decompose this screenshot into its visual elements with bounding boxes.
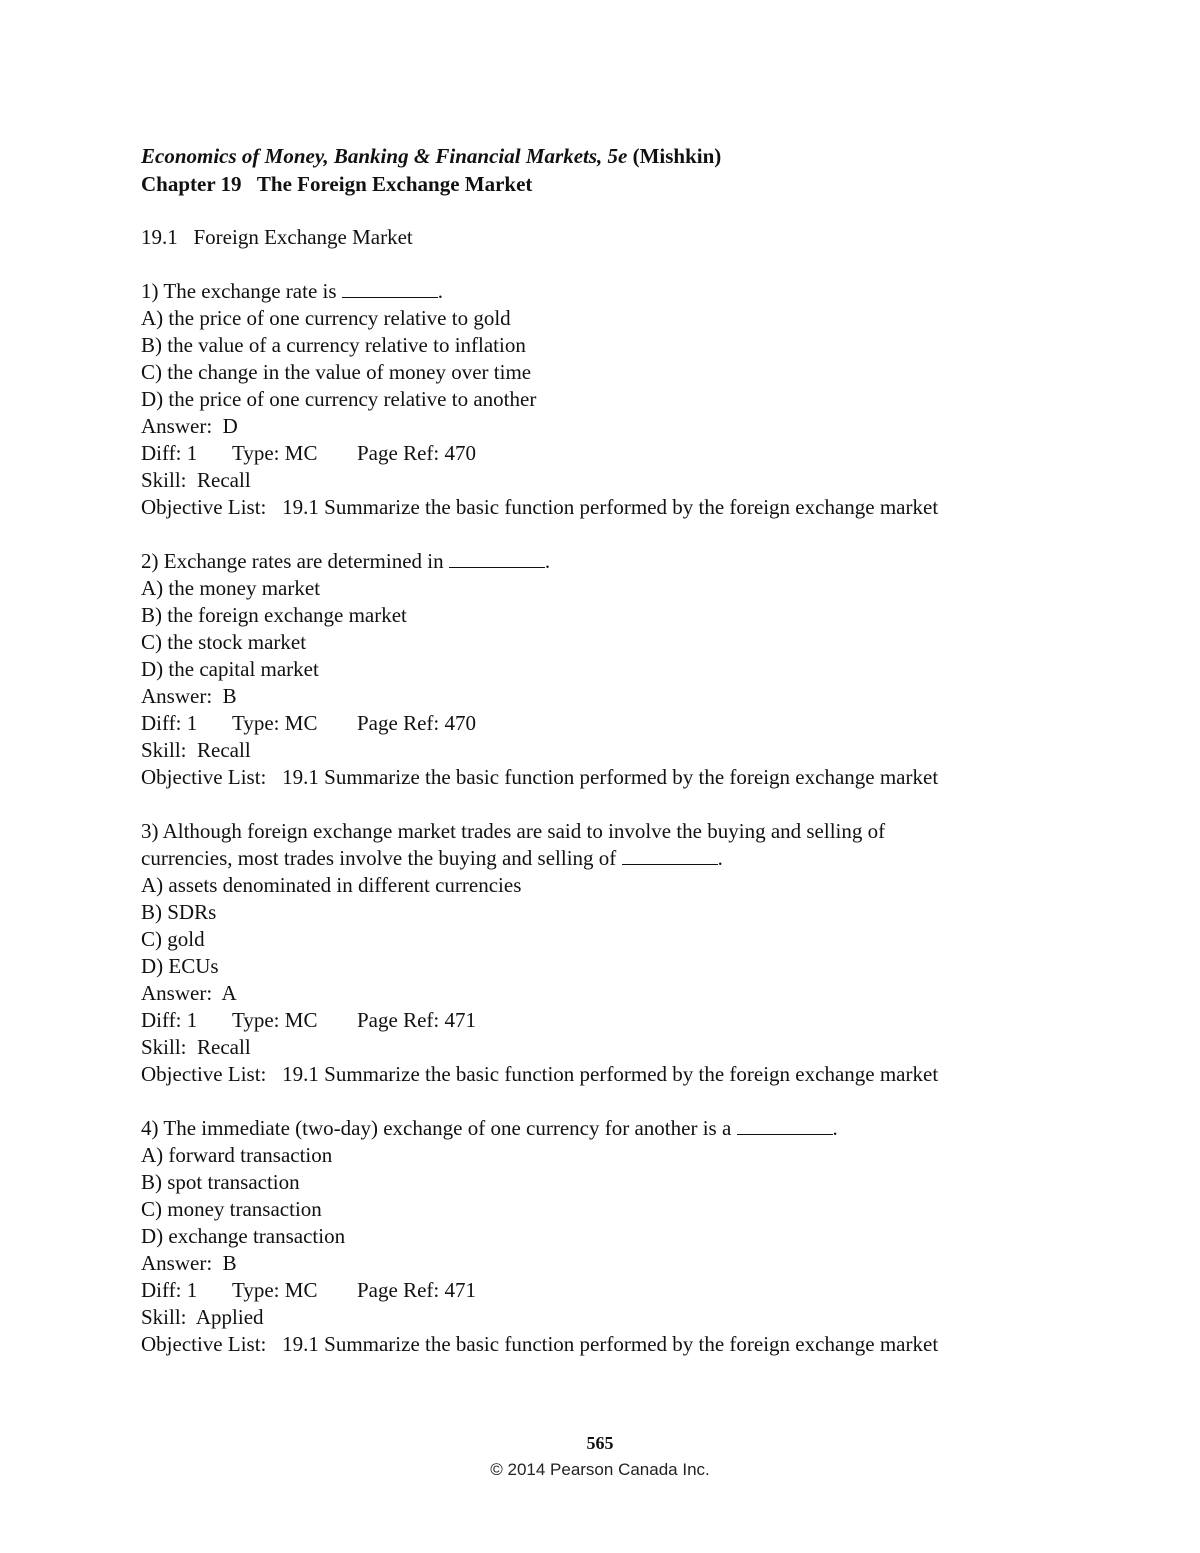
question-type: Type: MC <box>232 1278 318 1302</box>
page-ref: Page Ref: 470 <box>357 711 476 735</box>
answer: Answer: D <box>141 414 238 438</box>
book-title: Economics of Money, Banking & Financial Markets, 5e <box>141 144 628 168</box>
question-meta <box>141 1277 1101 1304</box>
question-4 <box>141 1115 1101 1358</box>
chapter-title: Chapter 19 The Foreign Exchange Market <box>141 172 533 196</box>
question-type: Type: MC <box>232 1008 318 1032</box>
page-ref: Page Ref: 471 <box>357 1008 476 1032</box>
question-2 <box>141 548 1101 791</box>
option-c: C) the stock market <box>141 630 307 654</box>
objective: Objective List: 19.1 Summarize the basic function performed by the foreign exchange market <box>141 765 939 789</box>
objective: Objective List: 19.1 Summarize the basic function performed by the foreign exchange market <box>141 495 939 519</box>
option-b: B) the foreign exchange market <box>141 603 407 627</box>
question-stem: 4) The immediate (two-day) exchange of one currency for another is a . <box>141 1116 838 1140</box>
option-b: B) SDRs <box>141 900 217 924</box>
option-a: A) forward transaction <box>141 1143 333 1167</box>
option-d: D) the price of one currency relative to another <box>141 387 537 411</box>
question-meta <box>141 440 1101 467</box>
question-type: Type: MC <box>232 441 318 465</box>
skill: Skill: Applied <box>141 1305 264 1329</box>
difficulty: Diff: 1 <box>141 1008 198 1032</box>
difficulty: Diff: 1 <box>141 711 198 735</box>
page-ref: Page Ref: 471 <box>357 1278 476 1302</box>
copyright-notice: © 2014 Pearson Canada Inc. <box>490 1460 710 1479</box>
answer-blank <box>622 846 718 865</box>
option-a: A) the price of one currency relative to gold <box>141 306 511 330</box>
book-title-line <box>141 142 1101 170</box>
option-c: C) the change in the value of money over time <box>141 360 532 384</box>
objective: Objective List: 19.1 Summarize the basic function performed by the foreign exchange market <box>141 1062 939 1086</box>
question-meta <box>141 1007 1101 1034</box>
answer: Answer: A <box>141 981 237 1005</box>
question-meta <box>141 710 1101 737</box>
skill: Skill: Recall <box>141 738 251 762</box>
answer-blank <box>342 279 438 298</box>
question-stem: 1) The exchange rate is . <box>141 279 444 303</box>
page-content <box>141 142 1101 1385</box>
difficulty: Diff: 1 <box>141 1278 198 1302</box>
option-c: C) money transaction <box>141 1197 322 1221</box>
difficulty: Diff: 1 <box>141 441 198 465</box>
question-type: Type: MC <box>232 711 318 735</box>
section-heading: 19.1 Foreign Exchange Market <box>141 225 413 249</box>
page-number: 565 <box>586 1433 614 1453</box>
answer-blank <box>737 1116 833 1135</box>
question-1 <box>141 278 1101 521</box>
option-a: A) assets denominated in different currencies <box>141 873 522 897</box>
book-author: (Mishkin) <box>632 144 722 168</box>
option-b: B) spot transaction <box>141 1170 300 1194</box>
option-d: D) ECUs <box>141 954 219 978</box>
question-stem-line-2: currencies, most trades involve the buying and selling of . <box>141 846 723 870</box>
question-3 <box>141 818 1101 1088</box>
skill: Skill: Recall <box>141 1035 251 1059</box>
option-a: A) the money market <box>141 576 321 600</box>
answer: Answer: B <box>141 1251 237 1275</box>
option-c: C) gold <box>141 927 205 951</box>
question-stem-line-1: 3) Although foreign exchange market trades are said to involve the buying and selling of <box>141 819 886 843</box>
objective: Objective List: 19.1 Summarize the basic function performed by the foreign exchange market <box>141 1332 939 1356</box>
option-d: D) the capital market <box>141 657 319 681</box>
option-d: D) exchange transaction <box>141 1224 346 1248</box>
skill: Skill: Recall <box>141 468 251 492</box>
option-b: B) the value of a currency relative to inflation <box>141 333 526 357</box>
answer: Answer: B <box>141 684 237 708</box>
page-ref: Page Ref: 470 <box>357 441 476 465</box>
answer-blank <box>449 549 545 568</box>
question-stem: 2) Exchange rates are determined in . <box>141 549 551 573</box>
